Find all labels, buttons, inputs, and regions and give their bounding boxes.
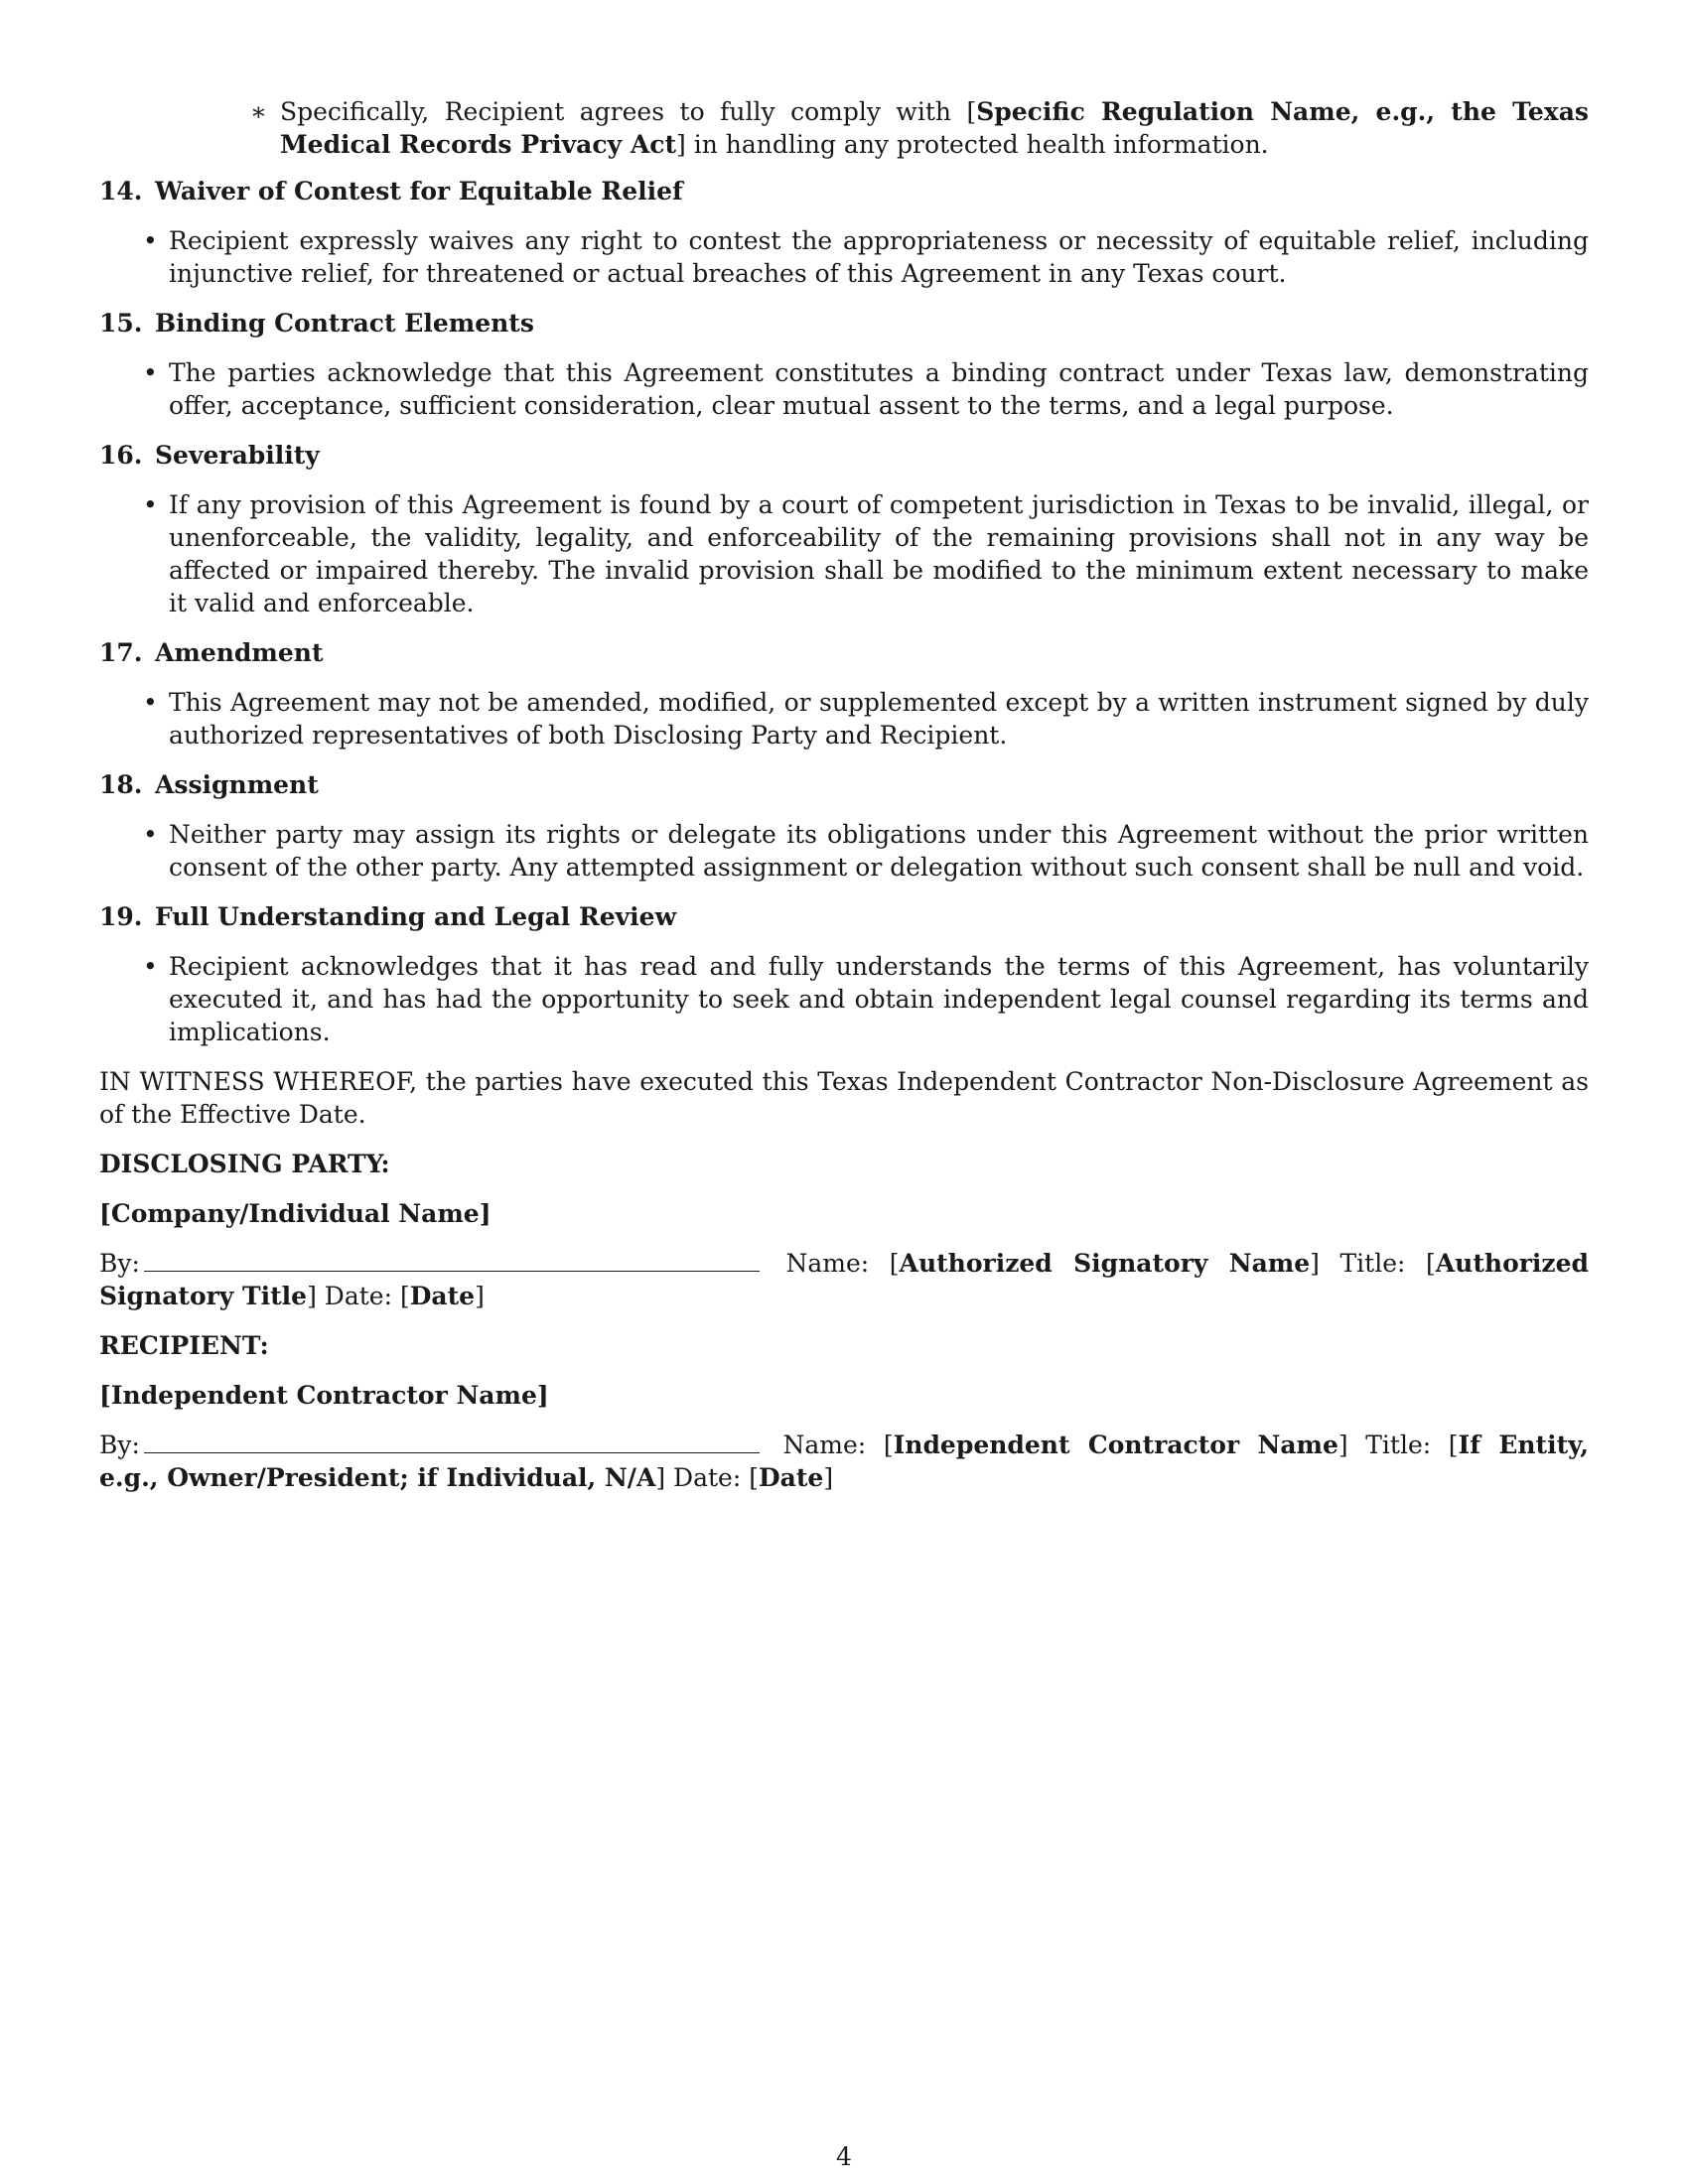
section-bullet-19 [143, 950, 1589, 1048]
section-title: Waiver of Contest for Equitable Relief [155, 177, 683, 205]
sub-bullet-text-after: in handling any protected health information. [685, 130, 1269, 159]
section-heading-18 [99, 768, 1589, 801]
section-bullet-15 [143, 356, 1589, 422]
disclosing-party-signature-line: By: Name: [Authorized Signatory Name] Title: [Authorized Signatory Title] Date: [Date] [99, 1249, 1589, 1310]
name-label: Name: [785, 1249, 870, 1278]
section-bullet-18 [143, 818, 1589, 884]
document-page [99, 95, 1589, 1511]
by-label: By: [99, 1249, 140, 1278]
bullet-icon: • [143, 952, 158, 981]
section-number: 15. [99, 309, 143, 338]
section-title: Amendment [155, 638, 324, 667]
witness-paragraph: IN WITNESS WHEREOF, the parties have executed this Texas Independent Contractor Non-Disclosure Agreement as of the Effective Date. [99, 1067, 1589, 1129]
signature-field[interactable] [144, 1431, 760, 1453]
section-heading-16 [99, 439, 1589, 472]
bullet-icon: • [143, 226, 158, 255]
date-label: Date: [673, 1463, 742, 1492]
signature-field[interactable] [144, 1249, 760, 1272]
name-label: Name: [782, 1431, 867, 1459]
bullet-text: Recipient acknowledges that it has read and fully understands the terms of this Agreement, has voluntarily executed it, and has had the opportunity to seek and obtain independent legal counsel regarding its terms and implications. [169, 952, 1589, 1046]
date-placeholder: Date [758, 1463, 824, 1492]
section-heading-19 [99, 900, 1589, 933]
section-bullet-16 [143, 488, 1589, 619]
section-bullet-14 [143, 224, 1589, 290]
by-label: By: [99, 1431, 140, 1459]
section-bullet-17 [143, 686, 1589, 751]
section-number: 16. [99, 441, 143, 470]
bullet-icon: • [143, 490, 158, 519]
bullet-text: Neither party may assign its rights or delegate its obligations under this Agreement without the prior written consent of the other party. Any attempted assignment or delegation without such consent shall be null and void. [169, 820, 1589, 882]
page-number: 4 [836, 2142, 852, 2171]
sub-bullet-regulation: ∗ Specifically, Recipient agrees to fully comply with [Specific Regulation Name, e.g., the Texas Medical Records Privacy Act] in handling any protected health information. [250, 97, 1589, 159]
bullet-text: If any provision of this Agreement is found by a court of competent jurisdiction in Texas to be invalid, illegal, or unenforceable, the validity, legality, and enforceability of the remaining provisions shall not in any way be affected or impaired thereby. The invalid provision shall be modified to the minimum extent necessary to make it valid and enforceable. [169, 490, 1589, 617]
bullet-icon: • [143, 358, 158, 387]
regulation-placeholder: Specific Regulation Name, e.g., the Texas Medical Records Privacy Act [280, 97, 1589, 159]
section-title: Binding Contract Elements [155, 309, 534, 338]
date-label: Date: [324, 1282, 393, 1310]
bullet-text: Recipient expressly waives any right to contest the appropriateness or necessity of equitable relief, including injunctive relief, for threatened or actual breaches of this Agreement in any Texas court. [169, 226, 1589, 288]
recipient-heading: RECIPIENT: [99, 1331, 269, 1360]
title-placeholder: If Entity, e.g., Owner/President; if Individual, N/A [99, 1431, 1589, 1492]
section-number: 19. [99, 902, 143, 931]
name-placeholder: Independent Contractor Name [893, 1431, 1338, 1459]
section-title: Severability [155, 441, 320, 470]
name-placeholder: Authorized Signatory Name [899, 1249, 1311, 1278]
section-title: Assignment [155, 770, 319, 799]
section-number: 17. [99, 638, 143, 667]
title-label: Title: [1365, 1431, 1432, 1459]
bullet-text: The parties acknowledge that this Agreement constitutes a binding contract under Texas law, demonstrating offer, acceptance, sufficient consideration, clear mutual assent to the terms, and a legal purpose. [169, 358, 1589, 420]
section-heading-15 [99, 307, 1589, 340]
bullet-icon: • [143, 688, 158, 717]
section-number: 14. [99, 177, 143, 205]
bullet-icon: • [143, 820, 158, 849]
recipient-entity: [Independent Contractor Name] [99, 1381, 549, 1410]
asterisk-bullet-icon: ∗ [250, 97, 267, 126]
recipient-signature-line: By: Name: [Independent Contractor Name] Title: [If Entity, e.g., Owner/President; if Individual, N/A] Date: [Date] [99, 1431, 1589, 1492]
date-placeholder: Date [409, 1282, 476, 1310]
title-label: Title: [1339, 1249, 1406, 1278]
bullet-text: This Agreement may not be amended, modified, or supplemented except by a written instrument signed by duly authorized representatives of both Disclosing Party and Recipient. [169, 688, 1589, 750]
section-title: Full Understanding and Legal Review [155, 902, 677, 931]
section-heading-17 [99, 636, 1589, 669]
section-heading-14 [99, 175, 1589, 207]
disclosing-party-heading: DISCLOSING PARTY: [99, 1150, 390, 1178]
title-placeholder: Authorized Signatory Title [99, 1249, 1589, 1310]
section-number: 18. [99, 770, 143, 799]
sub-bullet-text-before: Specifically, Recipient agrees to fully comply with [280, 97, 967, 126]
disclosing-party-entity: [Company/Individual Name] [99, 1199, 492, 1228]
